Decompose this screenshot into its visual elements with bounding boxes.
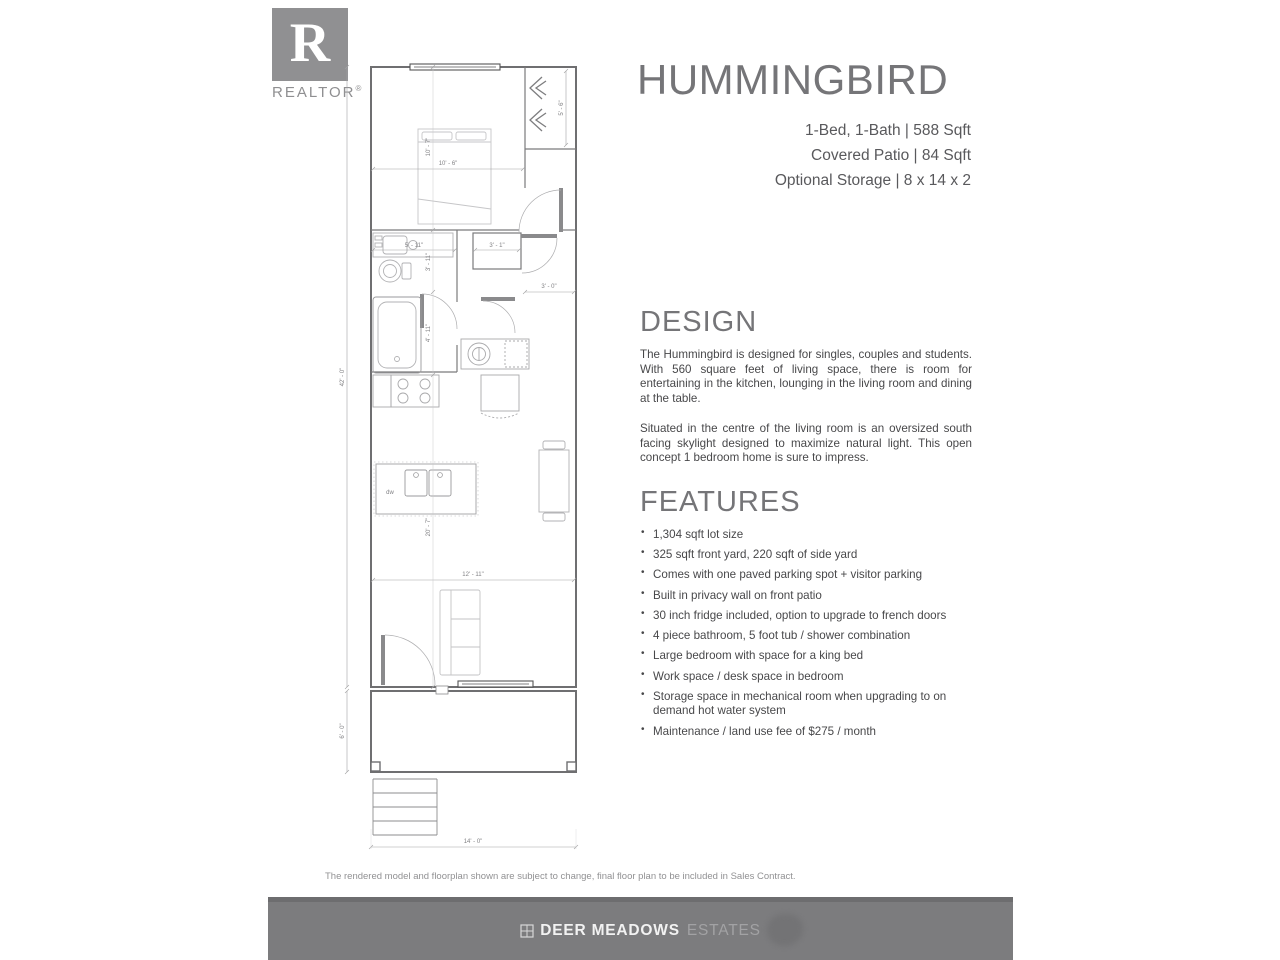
info-column	[637, 56, 971, 193]
footer-bar	[268, 897, 1013, 960]
design-paragraph-1: The Hummingbird is designed for singles, couples and students. With 560 square feet of living space, there is room for entertaining in the kitchen, lounging in the living room and dining at the table.	[640, 348, 972, 406]
stairs	[373, 779, 437, 835]
spec-line-patio: Covered Patio | 84 Sqft	[811, 147, 971, 165]
feature-item: • Comes with one paved parking spot + visitor parking	[640, 568, 976, 583]
feature-item: • 325 sqft front yard, 220 sqft of side yard	[640, 548, 976, 563]
dim-bedroom-width: 10' - 6"	[438, 161, 458, 167]
page-title: HUMMINGBIRD	[637, 56, 949, 103]
feature-item: • Built in privacy wall on front patio	[640, 589, 976, 604]
spec-line-beds: 1-Bed, 1-Bath | 588 Sqft	[804, 122, 971, 139]
disclaimer-text: The rendered model and floorplan shown are subject to change, final floor plan to be included in Sales Contract.	[325, 871, 796, 882]
feature-item: • Work space / desk space in bedroom	[640, 670, 976, 685]
design-heading: DESIGN	[640, 306, 758, 338]
feature-item: • Storage space in mechanical room when upgrading to on demand hot water system	[640, 690, 976, 719]
feature-item: • 4 piece bathroom, 5 foot tub / shower combination	[640, 629, 976, 644]
dimension-lines	[345, 65, 578, 849]
realtor-r-glyph: R	[289, 11, 331, 74]
dim-closet-height: 5' - 6"	[559, 100, 565, 116]
closet-hangers	[530, 77, 546, 131]
features-section	[640, 486, 976, 745]
stove	[391, 375, 439, 407]
dim-kitchen-height: 4' - 11"	[426, 323, 432, 343]
couch	[440, 590, 480, 675]
kitchen-door	[481, 297, 515, 301]
dim-patio-width: 14' - 0"	[463, 839, 483, 845]
features-list	[640, 528, 976, 739]
feature-item: • Maintenance / land use fee of $275 / month	[640, 725, 976, 740]
features-heading: FEATURES	[640, 486, 801, 518]
footer-brand-secondary: ESTATES	[686, 922, 761, 939]
registered-mark: ®	[355, 84, 364, 93]
dishwasher-label: dw	[386, 490, 394, 496]
patio-post-right	[567, 762, 576, 771]
deer-silhouette	[767, 914, 803, 946]
kitchen-island	[374, 462, 478, 516]
bathroom-fixtures	[373, 233, 453, 373]
realtor-wordmark: REALTOR®	[272, 84, 364, 101]
patio	[371, 762, 576, 771]
entry-threshold	[436, 686, 448, 694]
design-paragraph-2: Situated in the centre of the living room is an oversized south facing skylight designed to maximize natural light. This open concept 1 bedroom home is sure to impress.	[640, 421, 972, 465]
feature-item: • 1,304 sqft lot size	[640, 528, 976, 543]
floorplan-drawing	[333, 56, 593, 878]
dining-table	[539, 441, 569, 521]
kitchen	[373, 339, 529, 418]
dim-hall-closet-width: 3' - 1"	[489, 243, 505, 249]
patio-walls	[371, 691, 576, 772]
deer-meadows-logo	[520, 922, 761, 940]
design-section	[640, 306, 972, 466]
floorplan-svg	[333, 56, 593, 878]
dim-patio-height: 6' - 0"	[340, 723, 346, 739]
fridge	[481, 375, 519, 411]
patio-post-left	[371, 762, 380, 771]
bedroom-door	[559, 188, 563, 232]
dim-living-width: 12' - 11"	[462, 572, 484, 578]
feature-item: • 30 inch fridge included, option to upgrade to french doors	[640, 609, 976, 624]
dim-bath-height: 3' - 11"	[426, 252, 432, 272]
dim-bedroom-height: 10' - 7"	[426, 137, 432, 157]
spec-line-storage: Optional Storage | 8 x 14 x 2	[774, 172, 971, 190]
toilet	[379, 260, 401, 282]
hall-door	[521, 234, 557, 238]
dim-bath-width: 5' - 11"	[404, 243, 424, 249]
dim-hall-width: 3' - 0"	[541, 284, 557, 290]
building-icon	[520, 924, 534, 938]
dim-living-height: 20' - 7"	[426, 517, 432, 537]
doors	[381, 188, 563, 694]
unit-walls	[371, 67, 576, 772]
spec-lines	[637, 118, 971, 193]
footer-brand-primary: DEER MEADOWS	[540, 922, 680, 939]
entry-door	[381, 635, 385, 685]
kitchen-counter	[461, 339, 529, 369]
feature-item: • Large bedroom with space for a king bed	[640, 649, 976, 664]
island-sink-left	[405, 470, 427, 496]
windows	[410, 64, 533, 687]
dim-overall-height: 42' - 0"	[340, 367, 346, 387]
island-sink-right	[429, 470, 451, 496]
